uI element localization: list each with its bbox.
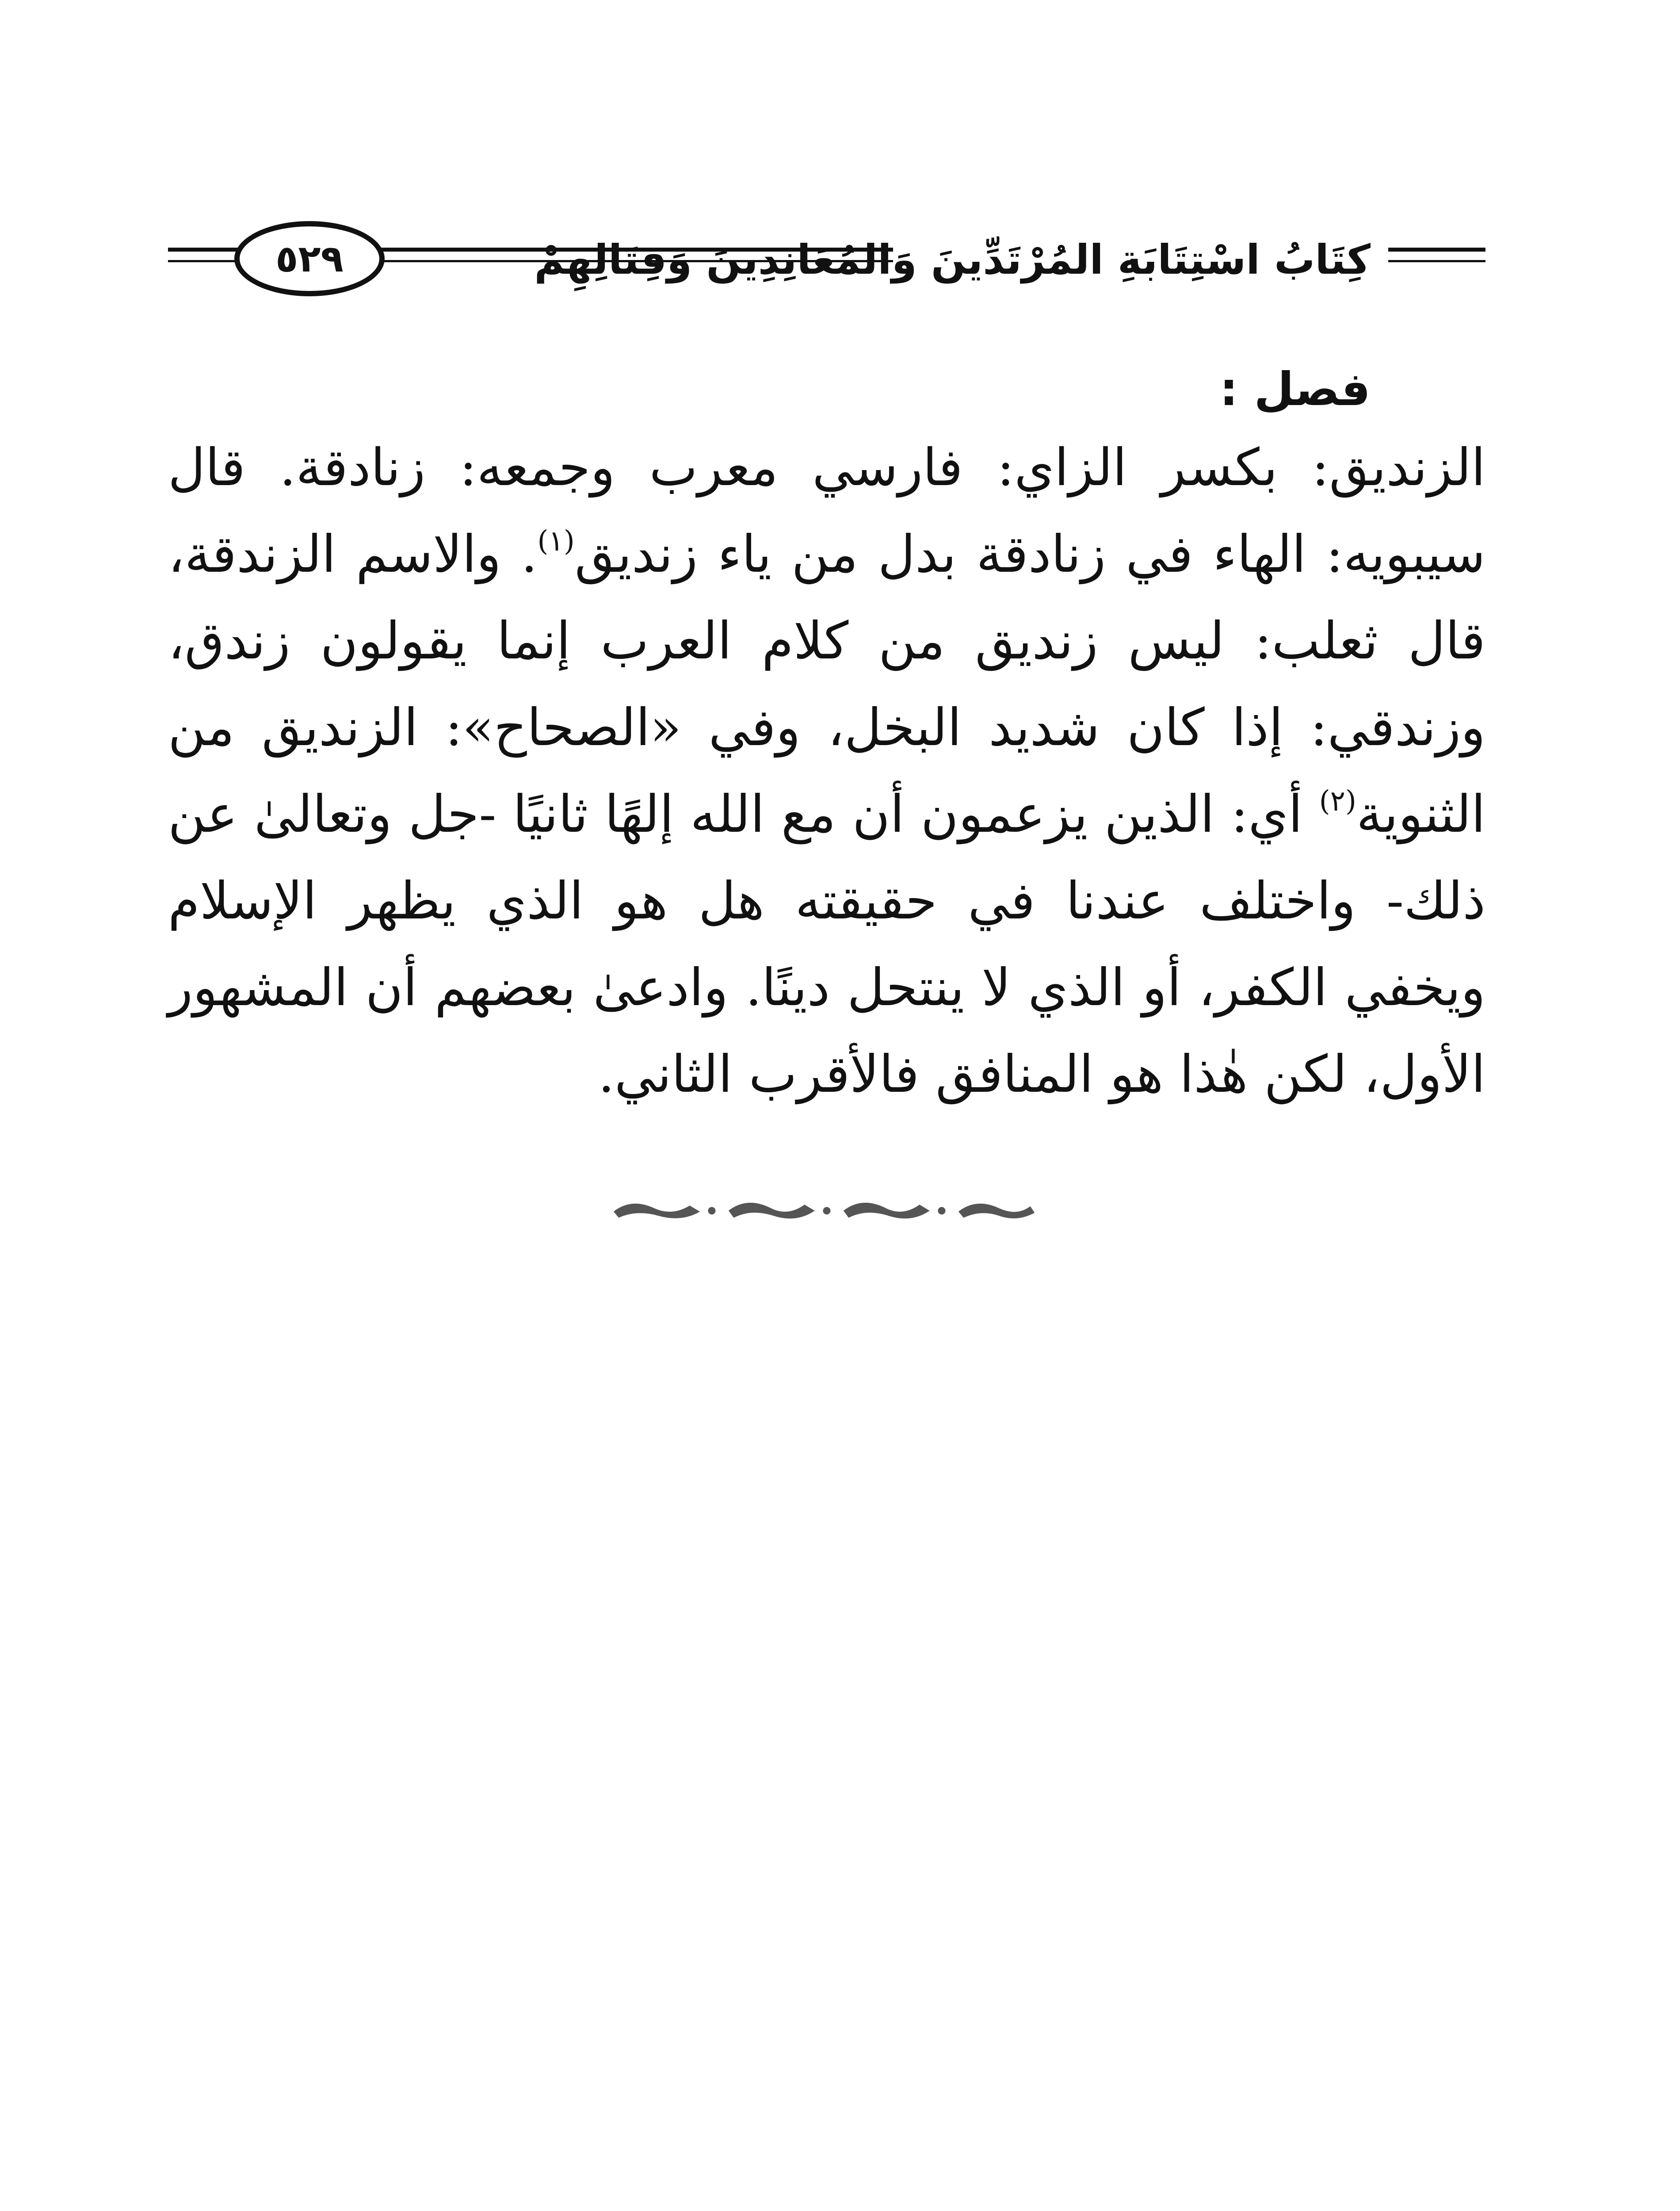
body-paragraph (168, 425, 1485, 1118)
page-number-badge (234, 221, 385, 296)
section-heading: فصل : (1219, 362, 1371, 416)
running-title: كِتَابُ اسْتِتَابَةِ المُرْتَدِّينَ وَالمُعَانِدِينَ وَقِتَالِهِمْ (893, 229, 1379, 291)
running-header (168, 217, 1485, 305)
header-rule-right-bottom (1388, 260, 1485, 262)
header-rule-left-bottom (168, 260, 239, 262)
footnote-ref-1: (١) (537, 525, 575, 558)
ornament-divider-icon (606, 1194, 1039, 1225)
header-rule-right-top (1388, 248, 1485, 252)
body-text-part-1: الزنديق: بكسر الزاي: فارسي معرب وجمعه: زنادقة. قال سيبويه: الهاء في زنادقة بدل من ياء زنديق (168, 438, 1485, 584)
body-text-part-2: . والاسم الزندقة، قال ثعلب: ليس زنديق من كلام العرب إنما يقولون زندق، وزندقي: إذا كان شديد البخل، وفي «الصحاح»: الزنديق من الثنوية (168, 524, 1485, 844)
footnote-ref-2: (٢) (1319, 785, 1357, 818)
page-number: ٥٢٩ (275, 237, 344, 280)
header-rule-left-top (168, 248, 239, 252)
body-text-part-3: أي: الذين يزعمون أن مع الله إلهًا ثانيًا -جل وتعالىٰ عن ذلك- واختلف عندنا في حقيقته هل هو الذي يظهر الإسلام ويخفي الكفر، أو الذي لا ينتحل دينًا. وادعىٰ بعضهم أن المشهور الأول، لكن هٰذا هو المنافق فالأقرب الثاني. (168, 784, 1485, 1104)
body-text (168, 425, 1485, 1118)
